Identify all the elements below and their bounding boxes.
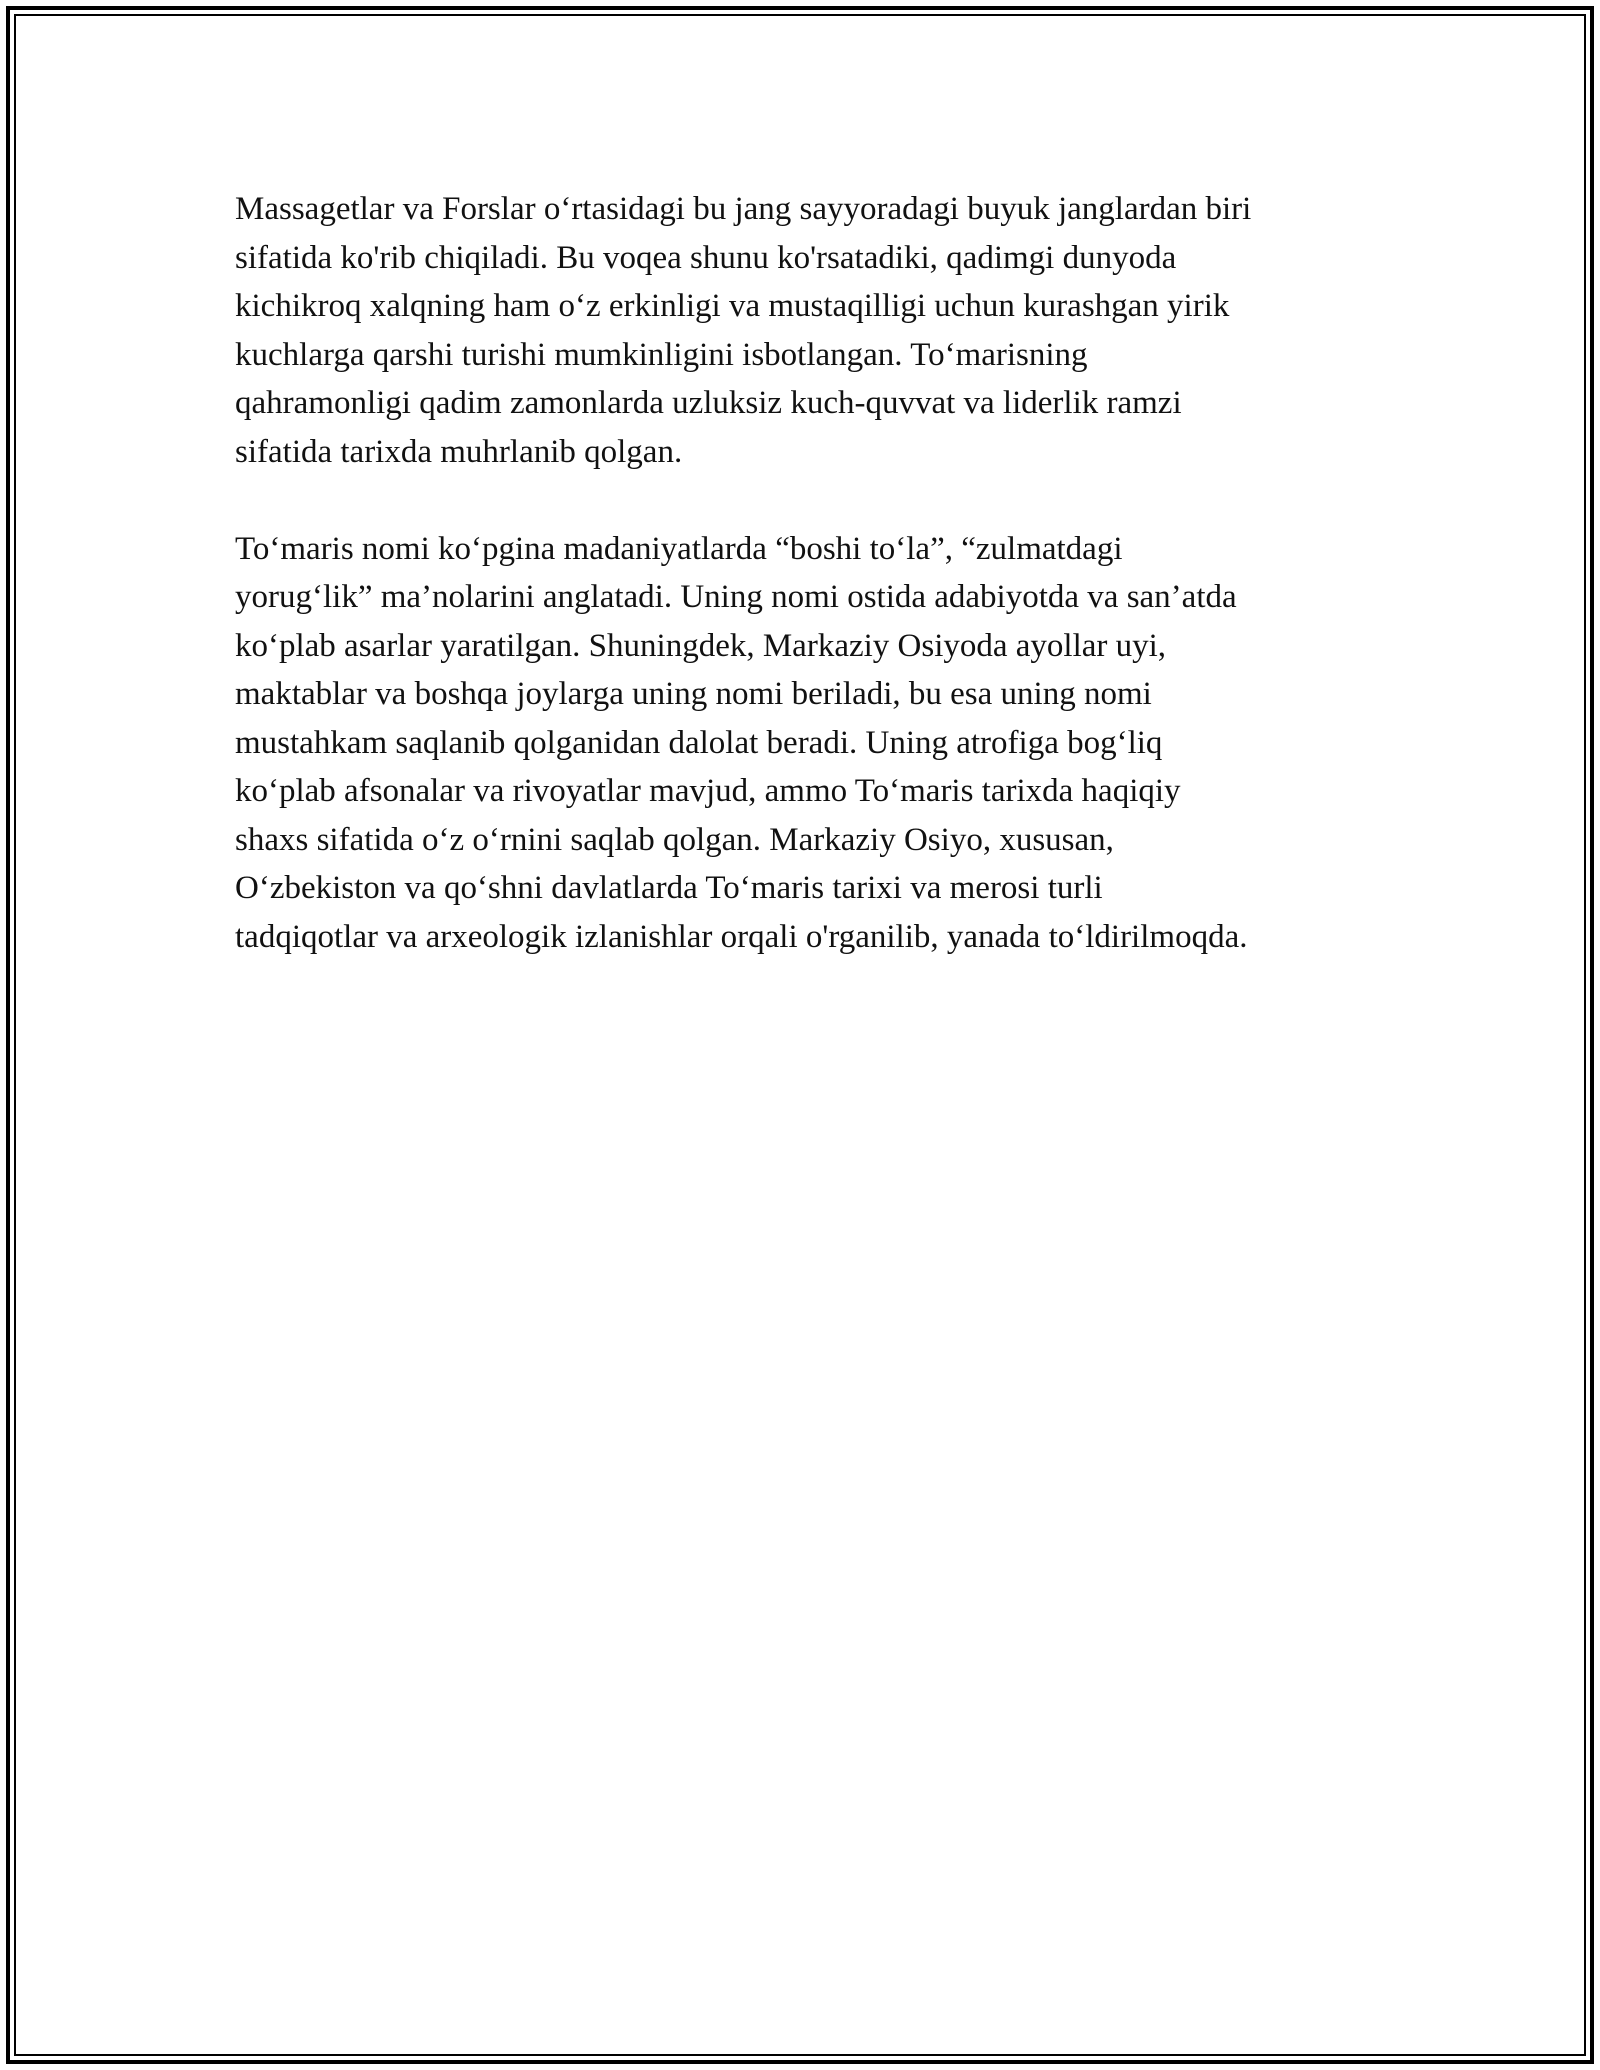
text-line: mustahkam saqlanib qolganidan dalolat beradi. Uning atrofiga bogʻliq: [235, 724, 1163, 761]
text-line: koʻplab asarlar yaratilgan. Shuningdek, Markaziy Osiyoda ayollar uyi,: [235, 627, 1167, 664]
text-line: kichikroq xalqning ham oʻz erkinligi va mustaqilligi uchun kurashgan yirik: [235, 288, 1230, 324]
text-line: Oʻzbekiston va qoʻshni davlatlarda Toʻmaris tarixi va merosi turli: [235, 870, 1103, 906]
text-line: Massagetlar va Forslar oʻrtasidagi bu jang sayyoradagi buyuk janglardan biri: [235, 191, 1252, 227]
text-line: tadqiqotlar va arxeologik izlanishlar orqali o'rganilib, yanada toʻldirilmoqda.: [235, 918, 1248, 955]
text-line: maktablar va boshqa joylarga uning nomi beriladi, bu esa uning nomi: [235, 676, 1152, 712]
document-body: [235, 185, 1385, 1010]
text-line: kuchlarga qarshi turishi mumkinligini isbotlangan. Toʻmarisning: [235, 336, 1088, 373]
paragraph-1: [235, 185, 1385, 476]
text-line: qahramonligi qadim zamonlarda uzluksiz kuch-quvvat va liderlik ramzi: [235, 385, 1182, 421]
text-line: sifatida ko'rib chiqiladi. Bu voqea shunu ko'rsatadiki, qadimgi dunyoda: [235, 239, 1177, 276]
text-line: yorugʻlik” ma’nolarini anglatadi. Uning nomi ostida adabiyotda va san’atda: [235, 579, 1237, 615]
text-line: shaxs sifatida oʻz oʻrnini saqlab qolgan. Markaziy Osiyo, xususan,: [235, 821, 1114, 858]
text-line: Toʻmaris nomi koʻpgina madaniyatlarda “boshi toʻla”, “zulmatdagi: [235, 530, 1123, 567]
text-line: koʻplab afsonalar va rivoyatlar mavjud, ammo Toʻmaris tarixda haqiqiy: [235, 773, 1181, 809]
text-line: sifatida tarixda muhrlanib qolgan.: [235, 433, 683, 470]
paragraph-2: [235, 525, 1385, 962]
